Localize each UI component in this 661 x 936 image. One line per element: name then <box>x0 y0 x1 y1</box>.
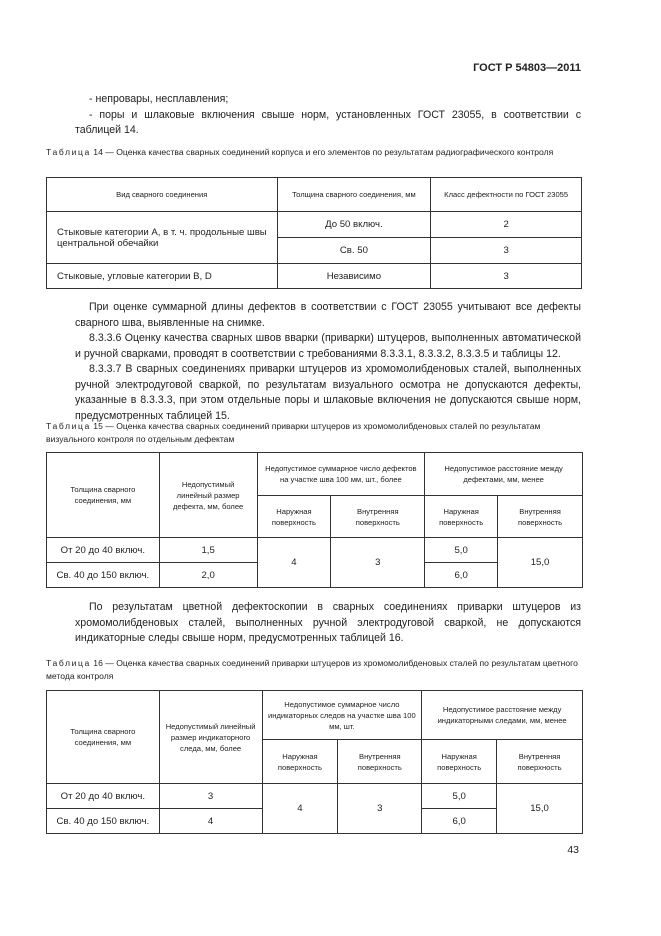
caption-prefix: Таблица <box>46 147 91 157</box>
t15-row1-size: 1,5 <box>159 538 257 563</box>
body-paragraph-4 <box>75 600 581 647</box>
t15-header-size: Недопустимый линейный размер дефекта, мм, более <box>159 453 257 538</box>
body-paragraphs <box>75 300 581 424</box>
table-15-caption <box>46 420 582 445</box>
table-16 <box>46 690 583 834</box>
t16-header-distance: Недопустимое расстояние между индикаторными следами, мм, менее <box>422 691 583 740</box>
t14-row1-class-b: 3 <box>431 238 582 264</box>
page-number: 43 <box>567 844 579 856</box>
t16-header-count-outer: Наружная поверхность <box>262 740 338 784</box>
t15-header-thickness: Толщина сварного соединения, мм <box>47 453 160 538</box>
paragraph-1: При оценке суммарной длины дефектов в соответствии с ГОСТ 23055 учитывают все дефекты сварного шва, выявленные на снимке. <box>75 301 581 329</box>
t16-header-dist-inner: Внутренняя поверхность <box>497 740 583 784</box>
t14-row2-type: Стыковые, угловые категории В, D <box>47 264 278 289</box>
t15-row2-size: 2,0 <box>159 563 257 588</box>
t16-count-outer: 4 <box>262 784 338 834</box>
t14-row1-class-a: 2 <box>431 212 582 238</box>
t14-row1-type: Стыковые категории А, в т. ч. продольные швы центральной обечайки <box>47 212 278 264</box>
t16-header-thickness: Толщина сварного соединения, мм <box>47 691 160 784</box>
t15-dist-inner: 15,0 <box>498 538 583 588</box>
t16-dist-inner: 15,0 <box>497 784 583 834</box>
table-16-caption <box>46 657 582 682</box>
caption-text: 16 — Оценка качества сварных соединений приварки штуцеров из хромомолибденовых сталей по результатам цветного метода контроля <box>46 658 578 681</box>
t16-row2-dist-outer: 6,0 <box>422 809 497 834</box>
t16-header-count: Недопустимое суммарное число индикаторных следов на участке шва 100 мм, шт. <box>262 691 422 740</box>
t16-header-dist-outer: Наружная поверхность <box>422 740 497 784</box>
t16-header-size: Недопустимый линейный размер индикаторного следа, мм, более <box>159 691 262 784</box>
paragraph-3: 8.3.3.7 В сварных соединениях приварки штуцеров из хромомолибденовых сталей, выполненных ручной электродуговой сваркой, по результатам визуального осмотра не допускаются дефекты, указанные в 8.3.3.3, при этом отдельные поры и шлаковые включения не допускаются свыше норм, предусмотренных таблицей 15. <box>75 363 581 422</box>
t15-row1-thickness: От 20 до 40 включ. <box>47 538 160 563</box>
caption-text: 14 — Оценка качества сварных соединений корпуса и его элементов по результатам радиографического контроля <box>90 147 554 157</box>
table-14 <box>46 177 582 289</box>
t15-row2-thickness: Св. 40 до 150 включ. <box>47 563 160 588</box>
t16-row1-size: 3 <box>159 784 262 809</box>
t14-header-class: Класс дефектности по ГОСТ 23055 <box>431 178 582 212</box>
t15-header-dist-inner: Внутренняя поверхность <box>498 496 583 538</box>
t15-header-distance: Недопустимое расстояние между дефектами, мм, менее <box>425 453 583 496</box>
intro-list <box>75 92 581 139</box>
t16-row1-thickness: От 20 до 40 включ. <box>47 784 160 809</box>
t14-row2-thickness: Независимо <box>277 264 431 289</box>
t16-count-inner: 3 <box>338 784 422 834</box>
caption-prefix: Таблица <box>46 421 91 431</box>
table-14-caption <box>46 146 582 159</box>
t14-header-thickness: Толщина сварного соединения, мм <box>277 178 431 212</box>
t14-row1-thickness-a: До 50 включ. <box>277 212 431 238</box>
t15-row2-dist-outer: 6,0 <box>425 563 498 588</box>
t16-row2-size: 4 <box>159 809 262 834</box>
t14-header-type: Вид сварного соединения <box>47 178 278 212</box>
t15-header-count: Недопустимое суммарное число дефектов на участке шва 100 мм, шт., более <box>257 453 425 496</box>
t15-header-dist-outer: Наружная поверхность <box>425 496 498 538</box>
bullet-1: - непровары, несплавления; <box>89 93 229 105</box>
t15-count-inner: 3 <box>331 538 425 588</box>
t14-row2-class: 3 <box>431 264 582 289</box>
t16-row2-thickness: Св. 40 до 150 включ. <box>47 809 160 834</box>
t15-count-outer: 4 <box>257 538 331 588</box>
table-15 <box>46 452 583 588</box>
bullet-2: - поры и шлаковые включения свыше норм, установленных ГОСТ 23055, в соответствии с таблицей 14. <box>75 108 581 136</box>
t15-header-count-outer: Наружная поверхность <box>257 496 331 538</box>
t15-row1-dist-outer: 5,0 <box>425 538 498 563</box>
paragraph-2: 8.3.3.6 Оценку качества сварных швов вварки (приварки) штуцеров, выполненных автоматической и ручной сварками, проводят в соответствии с требованиями 8.3.3.1, 8.3.3.2, 8.3.3.5 и таблицы 12. <box>75 332 581 360</box>
t15-header-count-inner: Внутренняя поверхность <box>331 496 425 538</box>
paragraph-4: По результатам цветной дефектоскопии в сварных соединениях приварки штуцеров из хромомолибденовых сталей, выполненных ручной электродуговой сваркой, не допускаются индикаторные следы свыше норм, предусмотренных таблицей 16. <box>75 601 581 644</box>
t14-row1-thickness-b: Св. 50 <box>277 238 431 264</box>
caption-prefix: Таблица <box>46 658 91 668</box>
document-header: ГОСТ Р 54803—2011 <box>473 62 581 74</box>
caption-text: 15 — Оценка качества сварных соединений приварки штуцеров из хромомолибденовых сталей по результатам визуального контроля по отдельным дефектам <box>46 421 541 444</box>
t16-header-count-inner: Внутренняя поверхность <box>338 740 422 784</box>
t16-row1-dist-outer: 5,0 <box>422 784 497 809</box>
